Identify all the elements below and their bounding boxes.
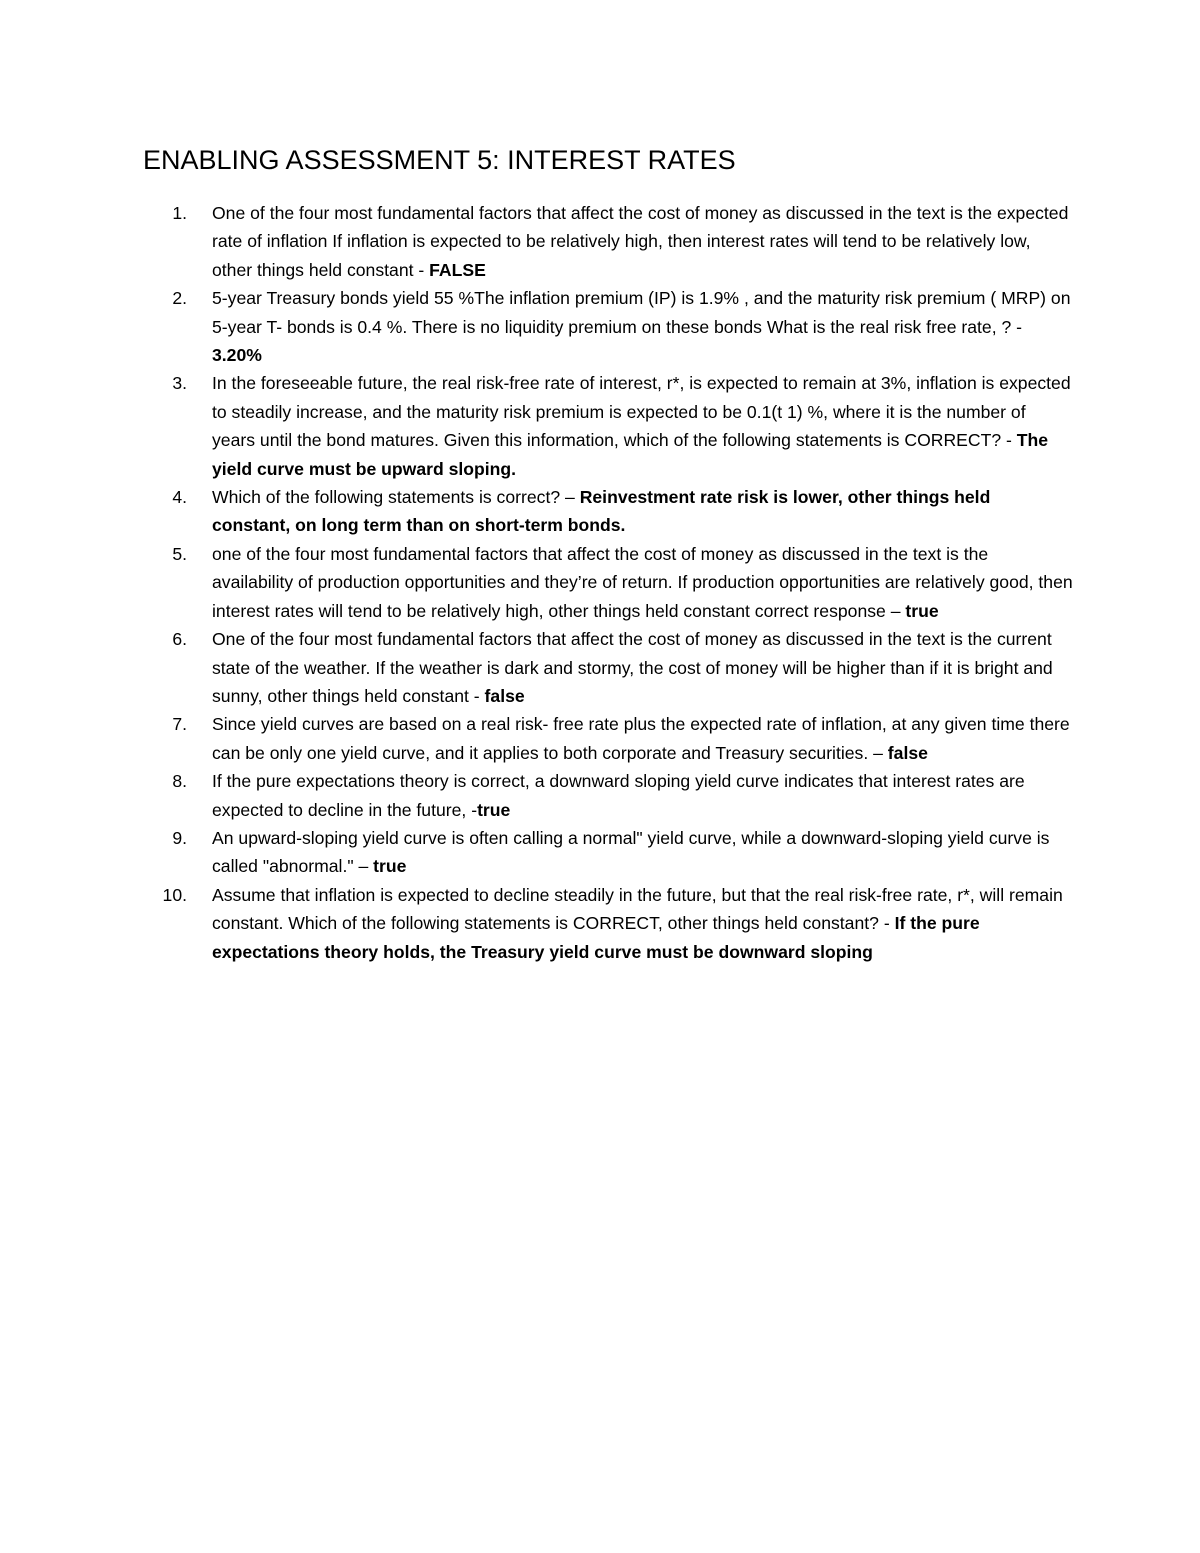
question-number: 6. [172,629,187,650]
question-answer: true [905,600,939,621]
question-text: One of the four most fundamental factors that affect the cost of money as discussed in the text is the current state of the weather. If the weather is dark and stormy, the cost of money will be higher than if it is bright and sunny, other things held constant - [212,629,1053,706]
question-text: An upward-sloping yield curve is often calling a normal" yield curve, while a downward-sloping yield curve is called "abnormal." – [212,827,1050,877]
question-text: one of the four most fundamental factors that affect the cost of money as discussed in the text is the availability of production opportunities and they’re of return. If production opportunities are relatively good, then interest rates will tend to be relatively high, other things held constant correct response – [212,543,1073,621]
question-answer: false [484,685,525,706]
question-number: 7. [172,714,187,735]
question-item-7 [143,710,1073,767]
question-number: 1. [172,203,187,223]
question-number: 4. [172,487,187,508]
question-item-5 [143,540,1073,625]
question-text: 5-year Treasury bonds yield 55 %The inflation premium (IP) is 1.9% , and the maturity risk premium ( MRP) on 5-year T- bonds is 0.4 %. There is no liquidity premium on these bonds What is the real risk free rate, ? - [212,288,1071,337]
question-text: Which of the following statements is correct? – [212,487,580,508]
question-item-8 [143,767,1073,824]
question-number: 9. [172,827,187,848]
question-item-10 [143,881,1073,966]
question-item-6 [143,625,1073,710]
question-number: 5. [172,543,187,564]
question-text: In the foreseeable future, the real risk-free rate of interest, r*, is expected to remain at 3%, inflation is expected to steadily increase, and the maturity risk premium is expected to be 0.1(t 1) %, where it is the number of years until the bond matures. Given this information, which of the following statements is CORRECT? - [212,373,1071,451]
question-text: Assume that inflation is expected to decline steadily in the future, but that the real risk-free rate, r*, will remain constant. Which of the following statements is CORRECT, other things held constant? - [212,884,1063,934]
question-list [143,199,1073,966]
question-text: Since yield curves are based on a real risk- free rate plus the expected rate of inflation, at any given time there can be only one yield curve, and it applies to both corporate and Treasury securities. – [212,714,1070,763]
question-answer: true [373,856,407,877]
question-item-4 [143,483,1073,540]
question-answer: Reinvestment rate risk is lower, other things held constant, on long term than on short-term bonds. [212,487,991,536]
question-text: One of the four most fundamental factors that affect the cost of money as discussed in the text is the expected rate of inflation If inflation is expected to be relatively high, then interest rates will tend to be relatively low, other things held constant - [212,203,1069,280]
question-number: 2. [172,288,187,309]
question-answer: true [477,799,511,820]
question-item-9 [143,824,1073,881]
question-item-2 [143,284,1073,369]
question-answer: false [887,742,928,763]
question-item-3 [143,369,1073,483]
question-number: 3. [172,373,187,394]
question-item-1 [143,199,1073,284]
page-title: ENABLING ASSESSMENT 5: INTEREST RATES [143,145,736,175]
question-answer: FALSE [429,259,486,280]
question-answer: 3.20% [212,345,262,366]
question-answer: If the pure expectations theory holds, the Treasury yield curve must be downward sloping [212,913,980,962]
question-number: 8. [172,771,187,792]
question-number: 10. [162,884,187,905]
question-answer: The yield curve must be upward sloping. [212,430,1049,479]
question-text: If the pure expectations theory is correct, a downward sloping yield curve indicates that interest rates are expected to decline in the future, - [212,771,1025,820]
